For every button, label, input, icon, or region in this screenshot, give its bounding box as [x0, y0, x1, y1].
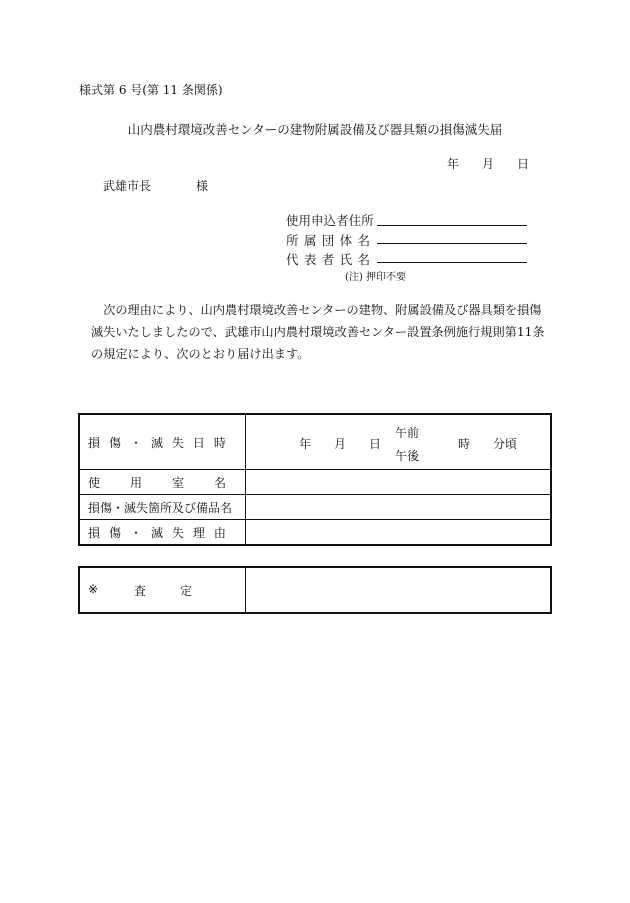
label-chars [88, 524, 226, 541]
char: 申 [311, 213, 324, 228]
char: 属 [303, 233, 317, 248]
table-row [79, 495, 551, 520]
char: ※ [88, 582, 99, 596]
char: 表 [303, 252, 317, 267]
damage-datetime-field[interactable] [246, 414, 552, 470]
label-chars [286, 231, 370, 249]
body-text [91, 299, 551, 365]
assessment-label [79, 567, 246, 613]
assessment-table [78, 566, 552, 614]
damage-datetime-label [79, 414, 246, 470]
form-number: 様式第 6 号(第 11 条関係) [79, 83, 223, 97]
label-chars [286, 250, 370, 268]
char: 失 [171, 435, 184, 450]
char: 所 [286, 233, 299, 248]
label-chars [88, 582, 228, 598]
dt-day: 日 [369, 437, 382, 451]
char: 代 [286, 252, 299, 267]
char: 査 [134, 584, 147, 598]
char: 理 [192, 525, 205, 540]
damage-report-table [78, 413, 552, 546]
char: 用 [298, 213, 312, 228]
table-row [79, 567, 551, 613]
addressee-honorific: 様 [196, 179, 209, 193]
date-year: 年 [447, 157, 460, 171]
dt-pm: 午後 [395, 449, 420, 463]
room-name-field[interactable] [246, 470, 552, 495]
char: 住 [348, 213, 362, 228]
table-row [79, 414, 551, 470]
document-title: 山内農村環境改善センターの建物附属設備及び器具類の損傷滅失届 [127, 122, 503, 137]
body-paragraph: 次の理由により、山内農村環境改善センターの建物、附属設備及び器具類を損傷滅失いたしましたので、武雄市山内農村環境改善センター設置条例施行規則第11条の規定により、次のとおり届け出ます。 [91, 303, 545, 361]
damaged-item-field[interactable] [246, 495, 552, 520]
label-text: 損傷・滅失箇所及び備品名 [88, 500, 233, 515]
char: 定 [180, 584, 193, 598]
char: 滅 [150, 525, 163, 540]
dt-minute: 分頃 [493, 437, 518, 451]
dt-am: 午前 [395, 426, 420, 440]
char: 団 [321, 233, 335, 248]
seal-not-required-note: (注) 押印不要 [345, 272, 406, 283]
char: 傷 [108, 525, 121, 540]
char: 時 [213, 435, 226, 450]
label-chars [286, 211, 374, 229]
assessment-field[interactable] [246, 567, 552, 613]
table-row [79, 470, 551, 495]
char: 日 [192, 435, 205, 450]
damaged-item-label [79, 495, 246, 520]
char: 名 [357, 233, 370, 248]
char: 氏 [339, 252, 353, 267]
char: 損 [88, 525, 101, 540]
label-chars [88, 474, 226, 491]
addressee-name: 武雄市長 [103, 179, 152, 193]
applicant-address-input-line[interactable] [377, 224, 527, 226]
char: 室 [171, 475, 184, 490]
applicant-address-label [286, 211, 374, 229]
char: ・ [129, 525, 142, 540]
char: 体 [339, 233, 353, 248]
damage-reason-field[interactable] [246, 520, 552, 546]
char: 滅 [150, 435, 163, 450]
table-row [79, 520, 551, 546]
dt-month: 月 [334, 437, 347, 451]
organization-name-input-line[interactable] [377, 242, 527, 244]
char: 者 [321, 252, 335, 267]
char: 名 [213, 475, 226, 490]
char: 失 [171, 525, 184, 540]
representative-name-input-line[interactable] [377, 261, 527, 263]
char: 所 [361, 213, 374, 228]
char: 用 [129, 475, 142, 490]
damage-reason-label [79, 520, 246, 546]
char: 由 [213, 525, 226, 540]
char: 使 [88, 475, 101, 490]
char: 損 [88, 435, 101, 450]
dt-year: 年 [299, 437, 312, 451]
char: 使 [286, 213, 299, 228]
dt-hour: 時 [458, 437, 471, 451]
char: 込 [323, 213, 337, 228]
char: 名 [357, 252, 370, 267]
char: 者 [336, 213, 349, 228]
char: 傷 [108, 435, 121, 450]
date-day: 日 [517, 157, 530, 171]
representative-name-label [286, 250, 370, 268]
organization-name-label [286, 231, 370, 249]
date-month: 月 [482, 157, 495, 171]
room-name-label [79, 470, 246, 495]
label-chars [88, 434, 226, 451]
char: ・ [129, 435, 142, 450]
